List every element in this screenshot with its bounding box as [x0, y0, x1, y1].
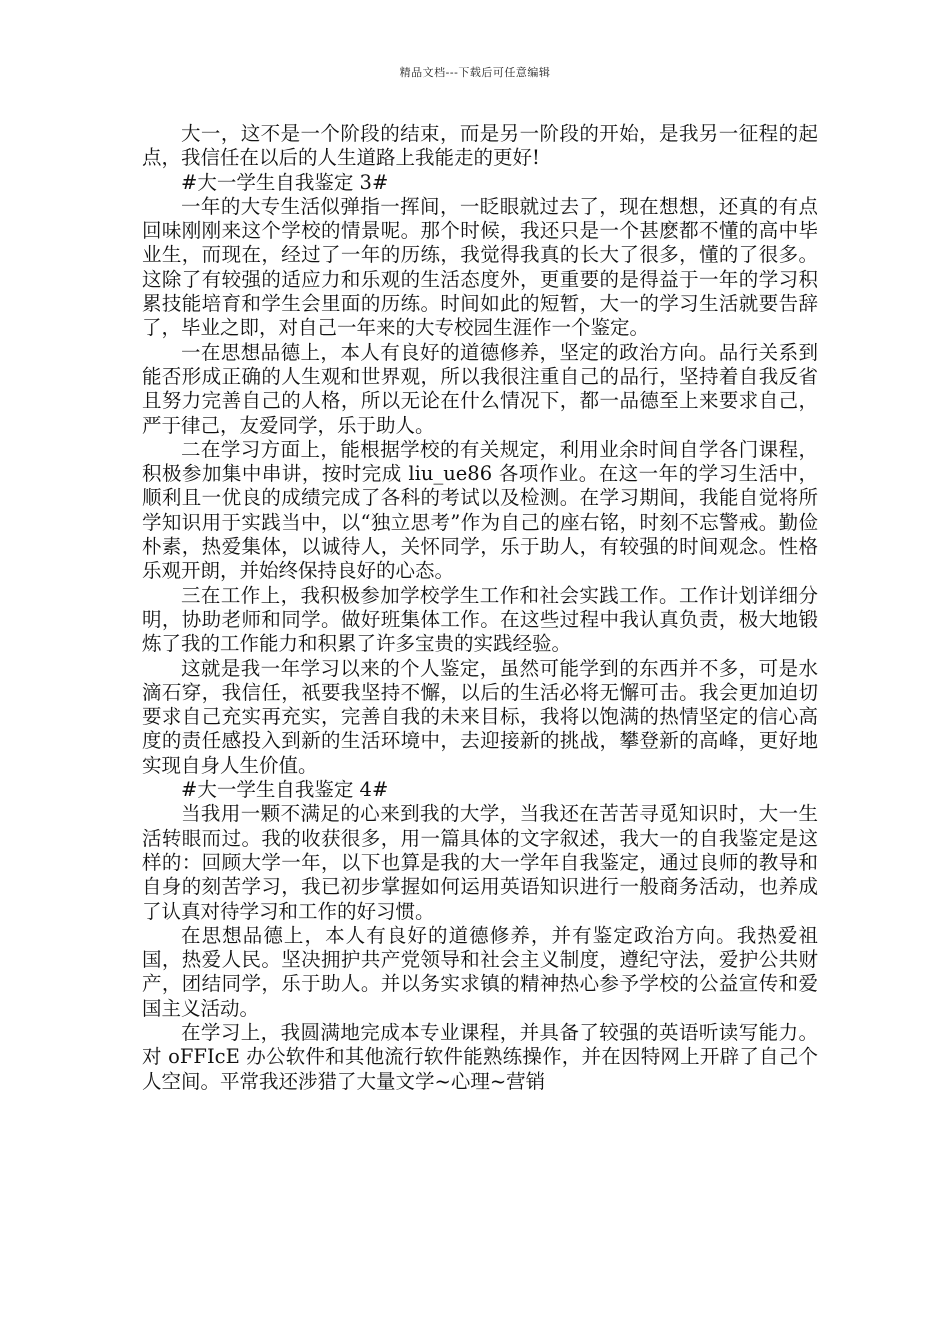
- document-body: [142, 122, 818, 1094]
- paragraph-morality: 一在思想品德上，本人有良好的道德修养，坚定的政治方向。品行关系到能否形成正确的人生观和世界观，所以我很注重自己的品行，坚持着自我反省且努力完善自己的人格，所以无论在什么情况下，都一品德至上来要求自己，严于律己，友爱同学，乐于助人。: [142, 340, 818, 437]
- paragraph-study-4: 在学习上，我圆满地完成本专业课程，并具备了较强的英语听读写能力。对 oFFIcE 办公软件和其他流行软件能熟练操作，并在因特网上开辟了自己个人空间。平常我还涉猎了大量文学~心理~营销: [142, 1020, 818, 1093]
- paragraph-morality-4: 在思想品德上，本人有良好的道德修养，并有鉴定政治方向。我热爱祖国，热爱人民。坚决拥护共产党领导和社会主义制度，遵纪守法，爱护公共财产，团结同学，乐于助人。并以务实求镇的精神热心参予学校的公益宣传和爱国主义活动。: [142, 923, 818, 1020]
- section-heading-3: #大一学生自我鉴定 3#: [181, 170, 389, 194]
- paragraph-work: 三在工作上，我积极参加学校学生工作和社会实践工作。工作计划详细分明，协助老师和同学。做好班集体工作。在这些过程中我认真负责，极大地锻炼了我的工作能力和积累了许多宝贵的实践经验。: [142, 583, 818, 656]
- paragraph-intro-4: 当我用一颗不满足的心来到我的大学，当我还在苦苦寻觅知识时，大一生活转眼而过。我的收获很多，用一篇具体的文字叙述，我大一的自我鉴定是这样的：回顾大学一年，以下也算是我的大一学年自我鉴定，通过良师的教导和自身的刻苦学习，我已初步掌握如何运用英语知识进行一般商务活动，也养成了认真对待学习和工作的好习惯。: [142, 802, 818, 923]
- paragraph-study: 二在学习方面上，能根据学校的有关规定，利用业余时间自学各门课程，积极参加集中串讲，按时完成 liu_ue86 各项作业。在这一年的学习生活中，顺利且一优良的成绩完成了各科的考试以及检测。在学习期间，我能自觉将所学知识用于实践当中，以“独立思考”作为自己的座右铭，时刻不忘警戒。勤俭朴素，热爱集体，以诚待人，关怀同学，乐于助人，有较强的时间观念。性格乐观开朗，并始终保持良好的心态。: [142, 437, 818, 583]
- paragraph-summary: 这就是我一年学习以来的个人鉴定，虽然可能学到的东西并不多，可是水滴石穿，我信任，祇要我坚持不懈，以后的生活必将无懈可击。我会更加迫切要求自己充实再充实，完善自我的未来目标，我将以饱满的热情坚定的信心高度的责任感投入到新的生活环境中，去迎接新的挑战，攀登新的高峰，更好地实现自身人生价值。: [142, 656, 818, 777]
- page-header: 精品文档---下载后可任意编辑: [399, 66, 551, 79]
- section-heading-4: #大一学生自我鉴定 4#: [181, 778, 389, 802]
- paragraph-intro-3: 一年的大专生活似弹指一挥间，一眨眼就过去了，现在想想，还真的有点回味刚刚来这个学校的情景呢。那个时候，我还只是一个甚麽都不懂的高中毕业生，而现在，经过了一年的历练，我觉得我真的长大了很多，懂的了很多。这除了有较强的适应力和乐观的生活态度外，更重要的是得益于一年的学习积累技能培育和学生会里面的历练。时间如此的短暂，大一的学习生活就要告辞了，毕业之即，对自己一年来的大专校园生涯作一个鉴定。: [142, 194, 818, 340]
- paragraph-closing-1: 大一，这不是一个阶段的结束，而是另一阶段的开始，是我另一征程的起点，我信任在以后的人生道路上我能走的更好!: [142, 122, 818, 170]
